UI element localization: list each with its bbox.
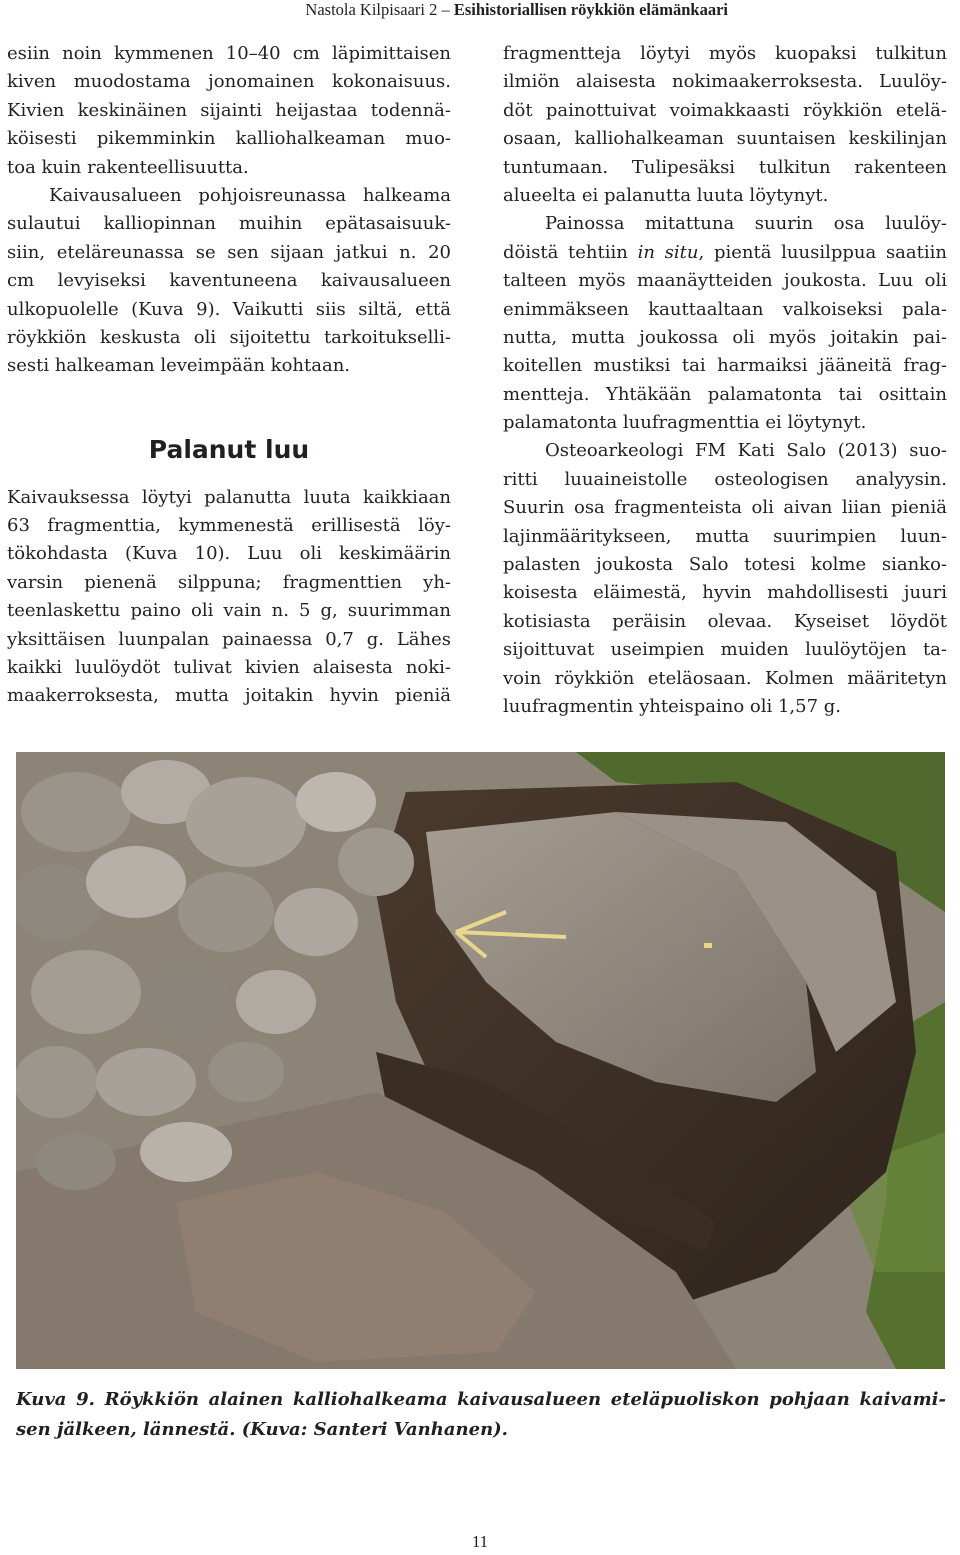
heading-spacer [7, 468, 451, 484]
text-line: voin röykkiön eteläosaan. Kolmen määritetyn [503, 667, 947, 689]
text-line: ilmiön alaisesta nokimaakerroksesta. Luulöy- [503, 71, 947, 93]
text-line: varsin pienenä silppuna; fragmenttien yh- [7, 571, 451, 593]
excavation-photo-illustration [16, 752, 945, 1369]
figure-caption [16, 1385, 946, 1445]
text-line: Kivien keskinäinen sijainti heijastaa todennä- [7, 99, 451, 121]
left-paragraph-1 [7, 40, 451, 182]
left-paragraph-3 [7, 484, 451, 711]
text-line: tökohdasta (Kuva 10). Luu oli keskimäärin [7, 543, 451, 565]
text-line: nutta, mutta joukossa oli myös joitakin pai- [503, 326, 947, 348]
text-line: yksittäisen luunpalan painaessa 0,7 g. Lähes [7, 628, 451, 650]
section-heading: Palanut luu [148, 434, 310, 464]
text-line: maakerroksesta, mutta joitakin hyvin pieniä [7, 685, 451, 707]
running-head-separator: – [441, 0, 450, 19]
text-line: Suurin osa fragmenteista oli aivan liian pieniä [503, 497, 947, 519]
text-line: toa kuin rakenteellisuutta. [7, 156, 249, 178]
text-line: esiin noin kymmenen 10–40 cm läpimittaisen [7, 43, 451, 64]
text-line: ulkopuolelle (Kuva 9). Vaikutti siis siltä, että [7, 298, 451, 320]
text-line: döt painottuivat voimakkaasti röykkiön etelä- [503, 99, 947, 121]
text-line: fragmentteja löytyi myös kuopaksi tulkitun [503, 43, 947, 64]
text-line: alueelta ei palanutta luuta löytynyt. [503, 184, 829, 206]
text-line: koitellen mustiksi tai harmaiksi jääneitä frag- [503, 355, 947, 377]
text-line: koisesta eläimestä, hyvin mahdollisesti juuri [503, 582, 947, 604]
text-line: cm levyiseksi kaventuneena kaivausalueen [7, 270, 451, 292]
text-line [503, 239, 947, 267]
italic-term: in situ [637, 241, 699, 263]
text-line: enimmäkseen kauttaaltaan valkoiseksi pala- [503, 298, 947, 320]
text-line: osaan, kalliohalkeaman suuntaisen keskilinjan [503, 128, 947, 150]
right-column [503, 40, 947, 721]
text-line: talteen myös maanäytteiden joukosta. Luu oli [503, 270, 947, 292]
heading-spacer [7, 381, 451, 432]
text-line: Osteoarkeologi FM Kati Salo (2013) suo- [545, 440, 947, 462]
text-line: luufragmentin yhteispaino oli 1,57 g. [503, 695, 842, 717]
text-line: Painossa mitattuna suurin osa luulöy- [545, 213, 947, 235]
caption-line: Kuva 9. Röykkiön alainen kalliohalkeama kaivausalueen eteläpuoliskon pohjaan kaivami- [16, 1389, 946, 1410]
text-line: Kaivauksessa löytyi palanutta luuta kaikkiaan [7, 486, 451, 508]
running-head [305, 0, 728, 20]
text-line: röykkiön keskusta oli sijoitettu tarkoitukselli- [7, 326, 451, 348]
text-line: Kaivausalueen pohjoisreunassa halkeama [49, 184, 451, 206]
left-column [7, 40, 451, 711]
text-line: palamatonta luufragmenttia ei löytynyt. [503, 412, 867, 434]
text-line: sijoittuvat useimpien muiden luulöytöjen ta- [503, 639, 947, 661]
right-paragraph-3 [503, 437, 947, 721]
figure-photo [16, 752, 945, 1369]
text-line: kiven muodostama jonomainen kokonaisuus. [7, 71, 451, 93]
text-line: mentteja. Yhtäkään palamatonta tai osittain [503, 383, 947, 405]
text-line: tuntumaan. Tulipesäksi tulkitun rakenteen [503, 156, 947, 178]
text-line: 63 fragmenttia, kymmenestä erillisestä löy- [7, 515, 451, 537]
page-number: 11 [471, 1532, 489, 1551]
text-line: kotisiasta peräisin olevaa. Kyseiset löydöt [503, 610, 947, 632]
text-line: sulautui kalliopinnan muihin epätasaisuuk- [7, 213, 451, 235]
left-paragraph-2 [7, 182, 451, 381]
text-line: siin, eteläreunassa se sen sijaan jatkui n. 20 [7, 241, 451, 263]
text-fragment: , pientä luusilppua saatiin [698, 241, 947, 263]
text-line: sesti halkeaman leveimpään kohtaan. [7, 355, 351, 377]
text-line: palasten joukosta Salo totesi kolme sianko- [503, 554, 947, 576]
text-line: ritti luuaineistolle osteologisen analyysin. [503, 468, 947, 490]
text-line: teenlaskettu paino oli vain n. 5 g, suurimman [7, 600, 451, 622]
text-line: kaikki luulöydöt tulivat kivien alaisesta noki- [7, 657, 451, 679]
right-paragraph-2 [503, 210, 947, 437]
running-head-title: Esihistoriallisen röykkiön elämänkaari [453, 0, 728, 19]
text-fragment: döistä tehtiin [503, 241, 638, 263]
running-head-author: Nastola Kilpisaari 2 [305, 0, 438, 19]
caption-line: sen jälkeen, lännestä. (Kuva: Santeri Vanhanen). [16, 1419, 508, 1440]
text-line: köisesti pikemminkin kalliohalkeaman muo- [7, 128, 451, 150]
text-line: lajinmääritykseen, mutta suurimpien luun- [503, 525, 947, 547]
right-paragraph-1 [503, 40, 947, 210]
